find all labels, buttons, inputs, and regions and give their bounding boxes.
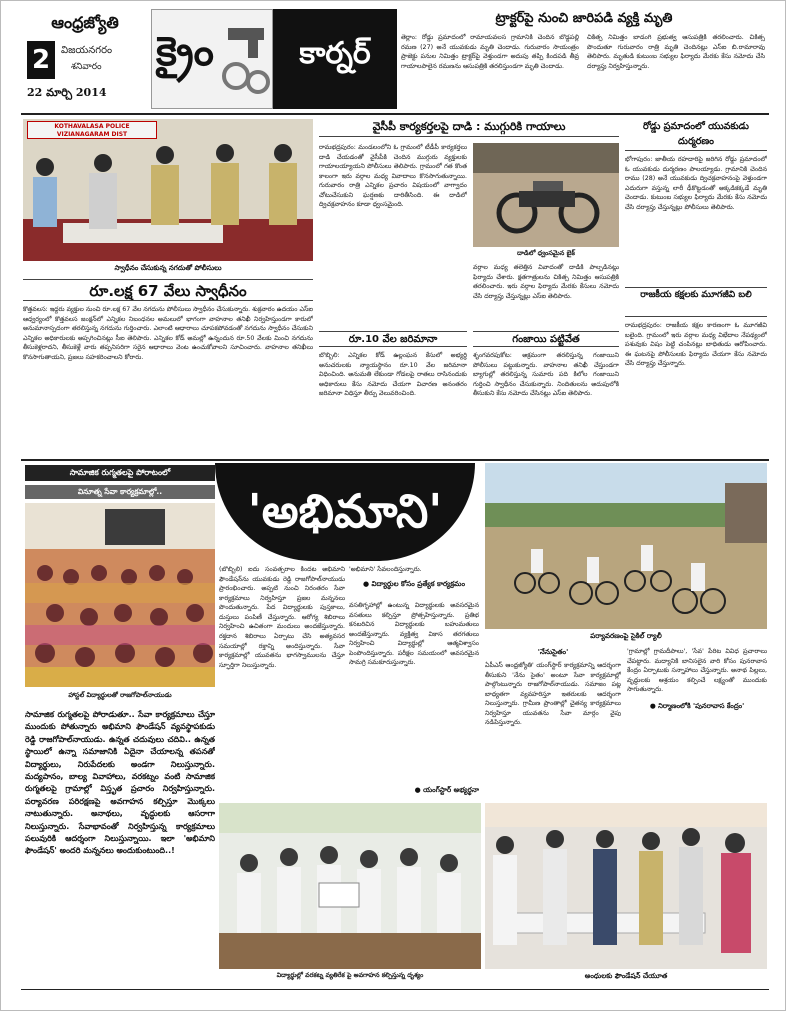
weekday: శనివారం bbox=[71, 62, 102, 72]
story-tractor-headline: ట్రాక్టర్‌పై నుంచి జారిపడి వ్యక్తి మృతి bbox=[495, 11, 673, 26]
handcuffs-gun-icon bbox=[218, 20, 274, 100]
police-banner-text: KOTHAVALASA POLICE VIZIANAGARAM DIST bbox=[54, 123, 130, 138]
hostel-students-figures bbox=[25, 503, 215, 687]
story-attack-col2: వర్గాల మధ్య తలెత్తిన వివాదంతో దాడికి పాల్పడినట్లు ఫిర్యాదు చేశారు. క్షతగాత్రులను చికిత్స నిమిత్తం ఆసుపత్రికి తరలించారు. ఇరు వర్గాల ఫిర్యాదు మేరకు కేసులు నమోదు చేసి దర్యాప్తు చేస్తున్నట్లు ఎస్‌ఐ తెలిపారు. bbox=[473, 264, 619, 300]
story-political-body: రామభద్రపురం: రాజకీయ కక్షల కారణంగా ఓ మూగజీవి బలైంది. గ్రామంలో ఇరు వర్గాల మధ్య విభేదాల నేపథ్యంలో పశువుకు విషం పెట్టి చంపినట్లు బాధితుడు ఆరోపించారు. ఈ ఘటనపై పోలీసులకు ఫిర్యాదు చేయగా కేసు నమోదు చేసి దర్యాప్తు చేస్తున్నారు. bbox=[625, 322, 767, 368]
blind-help-figures bbox=[485, 803, 767, 969]
blind-help-photo bbox=[485, 803, 767, 969]
story-gold-headline: రూ.లక్ష 67 వేలు స్వాధీనం bbox=[23, 279, 313, 301]
feature-mid-col1: (బొబ్బిలి) ఐదు సంవత్సరాల కిందట అభిమాని ఫౌండేషన్‌ను యువకుడు రెడ్డి రాజగోపాల్‌నాయుడు ప్రారంభించారు. అప్పటి నుంచి నిరంతరం సేవా కార్యక్రమాలు నిర్వహిస్తూ ప్రజల మన్ననలు పొందుతున్నారు. పేద విద్యార్థులకు పుస్తకాలు, దుస్తులు పంపిణీ చేస్తున్నారు. ఆరోగ్య శిబిరాలు నిర్వహించి ఉచితంగా మందులు అందజేస్తున్నారు. రక్తదాన శిబిరాలు ఏర్పాటు చేసి అత్యవసర సమయాల్లో రక్తాన్ని అందిస్తున్నారు. సేవా కార్యక్రమాల్లో యువతను భాగస్వాములను చేస్తూ స్ఫూర్తిగా నిలుస్తున్నారు. bbox=[219, 566, 345, 669]
police-group-figures bbox=[23, 119, 313, 261]
police-photo bbox=[23, 119, 313, 261]
classroom-photo bbox=[219, 803, 481, 969]
feature-kicker: సామాజిక రుగ్మతలపై పోరాటంలో bbox=[25, 465, 215, 481]
story-youth-headline: రోడ్డు ప్రమాదంలో యువకుడు దుర్మరణం bbox=[625, 119, 767, 151]
blind-help-caption: అంధులకు ఫౌండేషన్ చేయూత bbox=[584, 972, 668, 980]
story-attack-headline: వైసీపీ కార్యకర్తలపై దాడి : ముగ్గురికి గాయాలు bbox=[319, 119, 619, 137]
cycle-rally-figures bbox=[485, 463, 767, 629]
story-tractor-col1: తెర్లాం: రోడ్డు ప్రమాదంలో రామాయవలస గ్రామానికి చెందిన బొడ్డపల్లి రమణ (27) అనే యువకుడు మృతి చెందాడు. గురువారం సాయంత్రం ప్రాజెక్టు పనుల నిమిత్తం ట్రాక్టర్‌పై వెళ్తుండగా అదుపు తప్పి కిందపడి తీవ్ర గాయాలపాలైన రమణను ఆసుపత్రికి తరలిస్తుండగా మృతి చెందాడు. bbox=[401, 34, 579, 70]
cycle-rally-photo bbox=[485, 463, 767, 629]
feature-mid-col2: వసతిగృహాల్లో ఉంటున్న విద్యార్థులకు అవసరమైన వసతులు కల్పిస్తూ ప్రోత్సహిస్తున్నారు. ప్రతిభ కనబరిచిన విద్యార్థులకు బహుమతులు అందజేస్తున్నారు. వ్యక్తిత్వ వికాస తరగతులు నిర్వహించి విద్యార్థుల్లో ఆత్మవిశ్వాసం పెంపొందిస్తున్నారు. పరీక్షల సమయంలో అవసరమైన సామగ్రి సమకూరుస్తున్నారు. bbox=[349, 602, 479, 667]
feature-right-col2-intro: 'గ్రామాల్లో గ్రామదీపాలు', 'సేవ' పేరిట వివిధ ప్రచారాలు చేపట్టారు. మద్యానికి బానిసలైన వారి కోసం పునరావాస కేంద్రం ఏర్పాటుకు సన్నాహాలు చేస్తున్నారు. అనాథ పిల్లలు, వృద్ధులకు ఆశ్రయం కల్పించే లక్ష్యంతో ముందుకు సాగుతున్నారు. bbox=[627, 648, 767, 694]
story-ganja-body: శృంగవరపుకోట: అక్రమంగా తరలిస్తున్న గంజాయిని పోలీసులు పట్టుకున్నారు. వాహనాల తనిఖీ చేస్తుండగా బ్యాగుల్లో తరలిస్తున్న సుమారు పది కిలోల గంజాయిని గుర్తించి స్వాధీనం చేసుకున్నారు. నిందితులను అదుపులోకి తీసుకుని కేసు నమోదు చేసినట్లు ఎస్‌ఐ తెలిపారు. bbox=[473, 352, 619, 398]
feature-signature: ● యంగ్‌స్టార్ అభ్యర్థనా bbox=[414, 786, 479, 794]
logo-left-panel bbox=[151, 9, 273, 109]
edition-name: విజయనగరం bbox=[61, 45, 113, 56]
story-ganja-headline: గంజాయి పట్టివేత bbox=[473, 331, 619, 347]
divider-bottom bbox=[21, 989, 769, 990]
bike-photo bbox=[473, 143, 619, 247]
story-political-headline: రాజకీయ కక్షలకు మూగజీవి బలి bbox=[625, 287, 767, 317]
story-fine-headline: రూ.10 వేల జరిమానా bbox=[319, 331, 467, 347]
section-label-corner: కార్నర్ bbox=[299, 36, 371, 71]
feature-left-body: సామాజిక రుగ్మతలపై పోరాడుతూ.. సేవా కార్యక్రమాలు చేస్తూ ముందుకు పోతున్నారు అభిమాని ఫౌండేషన్ వ్యవస్థాపకుడు రెడ్డి రాజగోపాల్‌నాయుడు. ఉన్నత చదువులు చదివి.. ఉన్నత స్థాయిలో ఉన్నా సమాజానికి ఏదైనా చేయాలన్న తపనతో విద్యార్థులు, నిరుపేదలకు అండగా నిలుస్తున్నారు. మద్యపానం, బాల్య వివాహాలు, వరకట్నం వంటి సామాజిక రుగ్మతలపై గ్రామాల్లో విస్తృత ప్రచారం నిర్వహిస్తున్నారు. పర్యావరణ పరిరక్షణపై అవగాహన కల్పిస్తూ మొక్కలు నాటుతున్నారు. అనాథలు, వృద్ధులకు ఆసరాగా నిలుస్తున్నారు. సేవాభావంతో నిర్వహిస్తున్న కార్యక్రమాలు పలువురికి ఆదర్శంగా నిలుస్తున్నాయి. ఇలా 'అభిమాని ఫౌండేషన్' అందరి మన్ననలు అందుకుంటుంది..! bbox=[25, 710, 215, 856]
logo-right-panel bbox=[273, 9, 397, 109]
feature-right-col1: ఏపీఎస్ ఆంధ్రజ్యోతి' యంగ్‌స్టార్ కార్యక్రమాన్ని ఆదర్శంగా తీసుకుని 'నేను సైతం' అంటూ సేవా కార్యక్రమాల్లో పాల్గొంటున్నారు రాజగోపాల్‌నాయుడు. సమాజం పట్ల బాధ్యతగా వ్యవహరిస్తూ ఇతరులకు ఆదర్శంగా నిలుస్తున్నారు. గ్రామీణ ప్రాంతాల్లో చైతన్య కార్యక్రమాలు నిర్వహిస్తూ యువతను సేవా మార్గం వైపు నడిపిస్తున్నారు. bbox=[485, 662, 621, 727]
crime-corner-logo bbox=[151, 9, 397, 109]
cycle-rally-caption: పర్యావరణంపై సైకిల్ ర్యాలీ bbox=[590, 632, 662, 640]
bike-photo-caption: దాడిలో ధ్వంసమైన బైక్ bbox=[517, 249, 575, 257]
feature-mid-col2-intro: 'అభిమాని' సేవలందిస్తున్నారు. bbox=[349, 566, 422, 573]
classroom-figures bbox=[219, 803, 481, 969]
police-photo-caption: స్వాధీనం చేసుకున్న నగదుతో పోలీసులు bbox=[114, 264, 222, 272]
section-label-crime: క్రైం bbox=[156, 29, 214, 75]
masthead bbox=[23, 11, 149, 107]
story-tractor bbox=[401, 9, 767, 111]
divider-middle bbox=[21, 459, 769, 461]
issue-date: 22 మార్చి 2014 bbox=[27, 86, 107, 99]
feature-title-banner bbox=[215, 463, 475, 561]
feature-subkicker: వినూత్న సేవా కార్యక్రమాల్లో.. bbox=[25, 485, 215, 499]
story-gold-body: కొత్తవలస: ఇద్దరు వ్యక్తుల నుంచి రూ.లక్ష 67 వేల నగదును పోలీసులు స్వాధీనం చేసుకున్నారు. శుక్రవారం ఉదయం ఎస్‌ఐ ఆధ్వర్యంలో కొత్తవలస జంక్షన్‌లో ఎన్నికల నిబంధనల అమలులో భాగంగా వాహనాల తనిఖీ నిర్వహిస్తుండగా కారులో అనుమానాస్పదంగా తరలిస్తున్న నగదును గుర్తించారు. ఎలాంటి ఆధారాలు చూపకపోవడంతో నగదును స్వాధీనం చేసుకుని ఎన్నికల అధికారులకు అప్పగించినట్లు సీఐ తెలిపారు. ఎన్నికల కోడ్ అమల్లో ఉన్నందున రూ.50 వేలకు మించి నగదును తీసుకెళ్లరాదని, తీసుకెళ్లే వారు తప్పనిసరిగా సరైన ఆధారాలు వెంట ఉంచుకోవాలని సూచించారు. వాహనాల తనిఖీలు కొనసాగుతాయని, ప్రజలు సహకరించాలని కోరారు. bbox=[23, 306, 313, 361]
feature-title: 'అభిమాని' bbox=[247, 484, 443, 538]
feature-right-col2-head: ● నిర్మాణంలోకి 'పునరావాస కేంద్రం' bbox=[627, 701, 767, 715]
story-youth-body: భోగాపురం: జాతీయ రహదారిపై జరిగిన రోడ్డు ప్రమాదంలో ఓ యువకుడు దుర్మరణం పాలయ్యాడు. గ్రామానికి చెందిన రాము (28) అనే యువకుడు ద్విచక్రవాహనంపై వెళ్తుండగా ఎదురుగా వస్తున్న లారీ ఢీకొట్టడంతో అక్కడికక్కడే మృతి చెందాడు. కుటుంబ సభ్యుల ఫిర్యాదు మేరకు కేసు నమోదు చేసి దర్యాప్తు చేస్తున్నట్లు పోలీసులు తెలిపారు. bbox=[625, 156, 767, 211]
paper-name: ఆంధ్రజ్యోతి bbox=[51, 13, 119, 32]
feature-right-subhead: 'నేనుసైతం' bbox=[537, 648, 569, 656]
hostel-photo-caption: హాస్టల్ విద్యార్థులతో రాజగోపాల్‌నాయుడు bbox=[68, 691, 172, 699]
damaged-bike-figure bbox=[473, 143, 619, 247]
story-tractor-col2: చికిత్స నిమిత్తం బాడంగి ప్రభుత్వ ఆసుపత్రికి తరలించారు. చికిత్స పొందుతూ గురువారం రాత్రి మృతి చెందినట్లు ఎస్‌ఐ బి.రామారావు తెలిపారు. మృతుడి కుటుంబ సభ్యుల ఫిర్యాదు మేరకు కేసు నమోదు చేసి దర్యాప్తు నిర్వహిస్తున్నారు. bbox=[587, 34, 765, 70]
story-attack-col1: రామభద్రపురం: మండలంలోని ఓ గ్రామంలో టీడీపీ కార్యకర్తలు దాడి చేయడంతో వైసీపీకి చెందిన ముగ్గురు వ్యక్తులకు గాయాలయ్యాయని పోలీసులు తెలిపారు. గ్రామంలో గత కొంత కాలంగా ఇరు వర్గాల మధ్య వివాదాలు కొనసాగుతున్నాయి. గురువారం రాత్రి ఎన్నికల ప్రచారం విషయంలో వాగ్వాదం చోటుచేసుకుని ఘర్షణకు దారితీసింది. ఈ దాడిలో ద్విచక్రవాహనం కూడా ధ్వంసమైంది. bbox=[319, 144, 467, 209]
feature-mid-col2-subhead: ● విద్యార్థుల కోసం ప్రత్యేక కార్యక్రమం bbox=[362, 580, 465, 588]
story-fine-body: బొబ్బిలి: ఎన్నికల కోడ్ ఉల్లంఘన కేసులో అభ్యర్థి అనుచరులకు న్యాయస్థానం రూ.10 వేల జరిమానా విధించింది. అనుమతి లేకుండా గోడలపై రాతలు రాసినందుకు అధికారులు కేసు నమోదు చేయగా విచారణ అనంతరం జరిమానా విధిస్తూ తీర్పు వెలువరించింది. bbox=[319, 352, 467, 398]
classroom-photo-caption: విద్యార్థుల్లో వరకట్న వ్యతిరేక పై అవగాహన కల్పిస్తున్న దృశ్యం bbox=[276, 972, 424, 979]
page-number: 2 bbox=[31, 45, 51, 75]
page-number-box bbox=[27, 41, 55, 79]
hostel-photo bbox=[25, 503, 215, 687]
divider-top bbox=[21, 113, 769, 115]
